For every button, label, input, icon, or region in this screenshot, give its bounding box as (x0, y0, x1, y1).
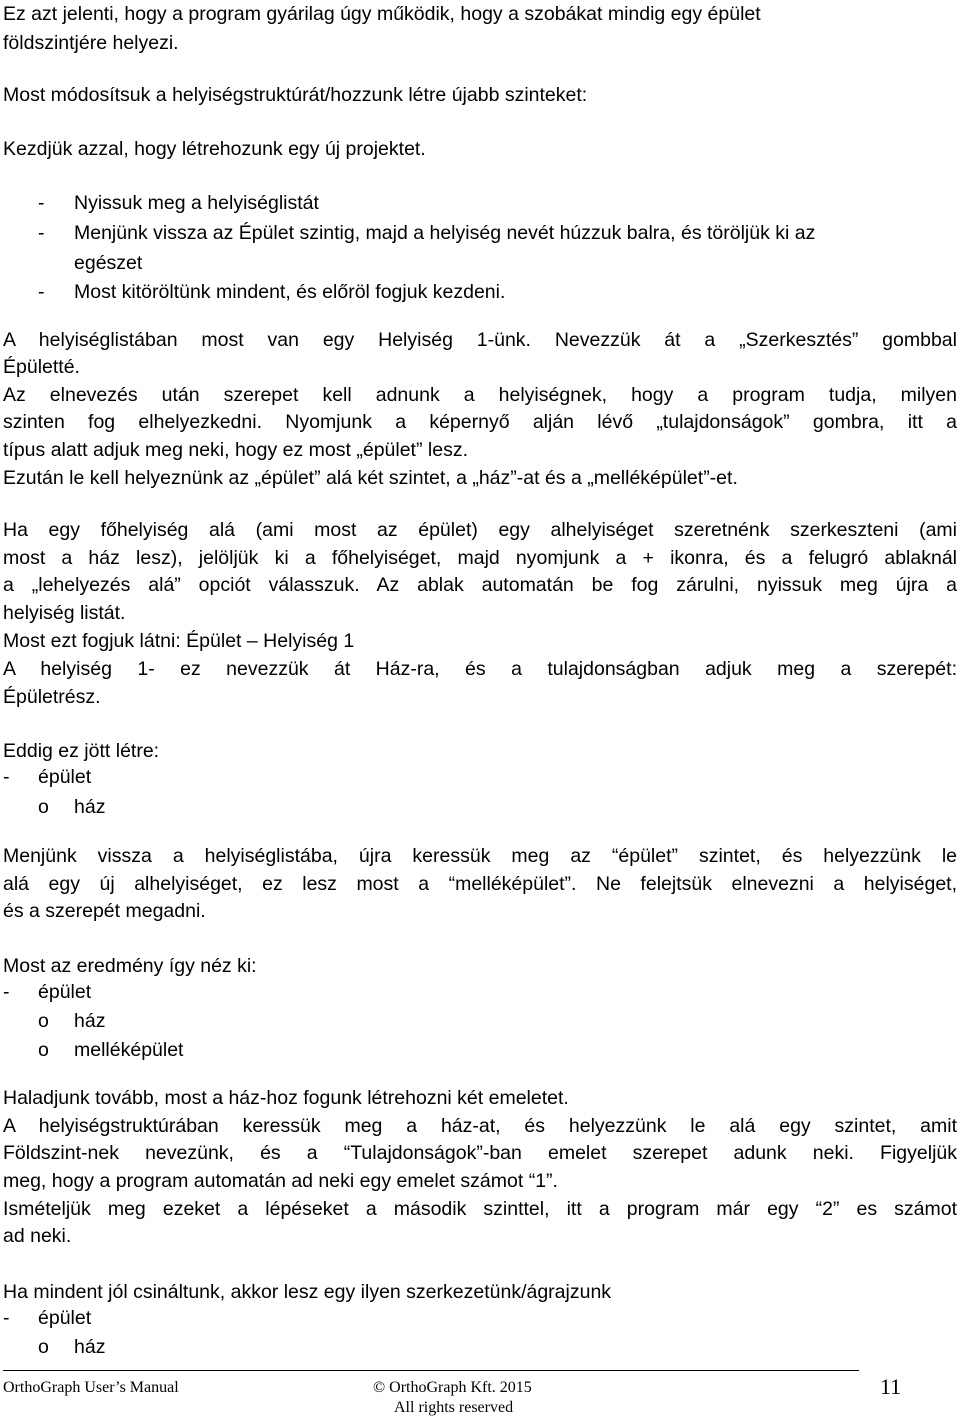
circle-bullet: o (38, 796, 49, 818)
circle-bullet: o (38, 1010, 49, 1032)
tree-heading: Most az eredmény így néz ki: (3, 955, 257, 977)
circle-bullet: o (38, 1039, 49, 1061)
dash-bullet: - (38, 222, 45, 244)
footer-divider (3, 1370, 859, 1371)
tree-item-building: épület (38, 766, 92, 788)
paragraph-line: Ismételjük meg ezeket a lépéseket a második szinttel, itt a program már egy “2” es számot (3, 1198, 957, 1220)
paragraph-line: A helyiséglistában most van egy Helyiség 1-ünk. Nevezzük át a „Szerkesztés” gombbal (3, 329, 957, 351)
paragraph-line: a „lehelyezés alá” opciót válasszuk. Az ablak automatán be fog zárulni, nyissuk meg újra a (3, 574, 957, 596)
dash-bullet: - (38, 192, 45, 214)
page-number: 11 (880, 1374, 902, 1399)
tree-item-house: ház (74, 1010, 106, 1032)
dash-bullet: - (3, 766, 10, 788)
dash-bullet: - (3, 981, 10, 1003)
paragraph-line: helyiség listát. (3, 602, 126, 624)
paragraph-line: és a szerepét megadni. (3, 900, 206, 922)
paragraph-line: most a ház lesz), jelöljük ki a főhelyiséget, majd nyomjunk a + ikonra, és a felugró ablaknál (3, 547, 957, 569)
intro-line: földszintjére helyezi. (3, 32, 179, 54)
paragraph-line: A helyiségstruktúrában keressük meg a ház-at, és helyezzünk le alá egy szintet, amit (3, 1115, 957, 1137)
tree-item-outbuilding: melléképület (74, 1039, 184, 1061)
paragraph-line: Ezután le kell helyeznünk az „épület” alá két szintet, a „ház”-at és a „melléképület”-et. (3, 467, 738, 489)
step-item: Most kitöröltünk mindent, és előröl fogjuk kezdeni. (74, 281, 506, 303)
paragraph-line: meg, hogy a program automatán ad neki egy emelet számot “1”. (3, 1170, 558, 1192)
paragraph-line: Épületrész. (3, 686, 101, 708)
step-item: Nyissuk meg a helyiséglistát (74, 192, 319, 214)
step-item: egészet (74, 252, 143, 274)
footer-manual-title: OrthoGraph User’s Manual (3, 1379, 179, 1396)
paragraph-line: Ha egy főhelyiség alá (ami most az épület) egy alhelyiséget szeretnénk szerkeszteni (ami (3, 519, 957, 541)
paragraph-line: szinten fog elhelyezkedni. Nyomjunk a képernyő alján lévő „tulajdonságok” gombra, itt a (3, 411, 957, 433)
paragraph-line: Most ezt fogjuk látni: Épület – Helyiség 1 (3, 630, 355, 652)
tree-item-house: ház (74, 796, 106, 818)
tree-heading: Ha mindent jól csináltunk, akkor lesz egy ilyen szerkezetünk/ágrajzunk (3, 1281, 612, 1303)
paragraph-line: Épületté. (3, 356, 80, 378)
paragraph-line: A helyiség 1- ez nevezzük át Ház-ra, és a tulajdonságban adjuk meg a szerepét: (3, 658, 957, 680)
paragraph-line: Haladjunk tovább, most a ház-hoz fogunk létrehozni két emeletet. (3, 1087, 569, 1109)
intro-line: Most módosítsuk a helyiségstruktúrát/hozzunk létre újabb szinteket: (3, 84, 588, 106)
footer-copyright: © OrthoGraph Kft. 2015 (373, 1379, 532, 1396)
tree-item-house: ház (74, 1336, 106, 1358)
paragraph-line: Az elnevezés után szerepet kell adnunk a helyiségnek, hogy a program tudja, milyen (3, 384, 957, 406)
tree-item-building: épület (38, 981, 92, 1003)
paragraph-line: Menjünk vissza a helyiséglistába, újra keressük meg az “épület” szintet, és helyezzünk le (3, 845, 957, 867)
circle-bullet: o (38, 1336, 49, 1358)
paragraph-line: alá egy új alhelyiséget, ez lesz most a “melléképület”. Ne felejtsük elnevezni a helyiséget, (3, 873, 957, 895)
dash-bullet: - (3, 1307, 10, 1329)
tree-heading: Eddig ez jött létre: (3, 740, 160, 762)
intro-line: Ez azt jelenti, hogy a program gyárilag úgy működik, hogy a szobákat mindig egy épület (3, 3, 761, 25)
intro-line: Kezdjük azzal, hogy létrehozunk egy új projektet. (3, 138, 426, 160)
paragraph-line: Földszint-nek nevezünk, és a “Tulajdonságok”-ban emelet szerepet adunk neki. Figyeljük (3, 1142, 957, 1164)
paragraph-line: ad neki. (3, 1225, 72, 1247)
step-item: Menjünk vissza az Épület szintig, majd a helyiség nevét húzzuk balra, és töröljük ki az (74, 222, 816, 244)
dash-bullet: - (38, 281, 45, 303)
footer-rights: All rights reserved (394, 1399, 514, 1416)
tree-item-building: épület (38, 1307, 92, 1329)
paragraph-line: típus alatt adjuk meg neki, hogy ez most „épület” lesz. (3, 439, 468, 461)
